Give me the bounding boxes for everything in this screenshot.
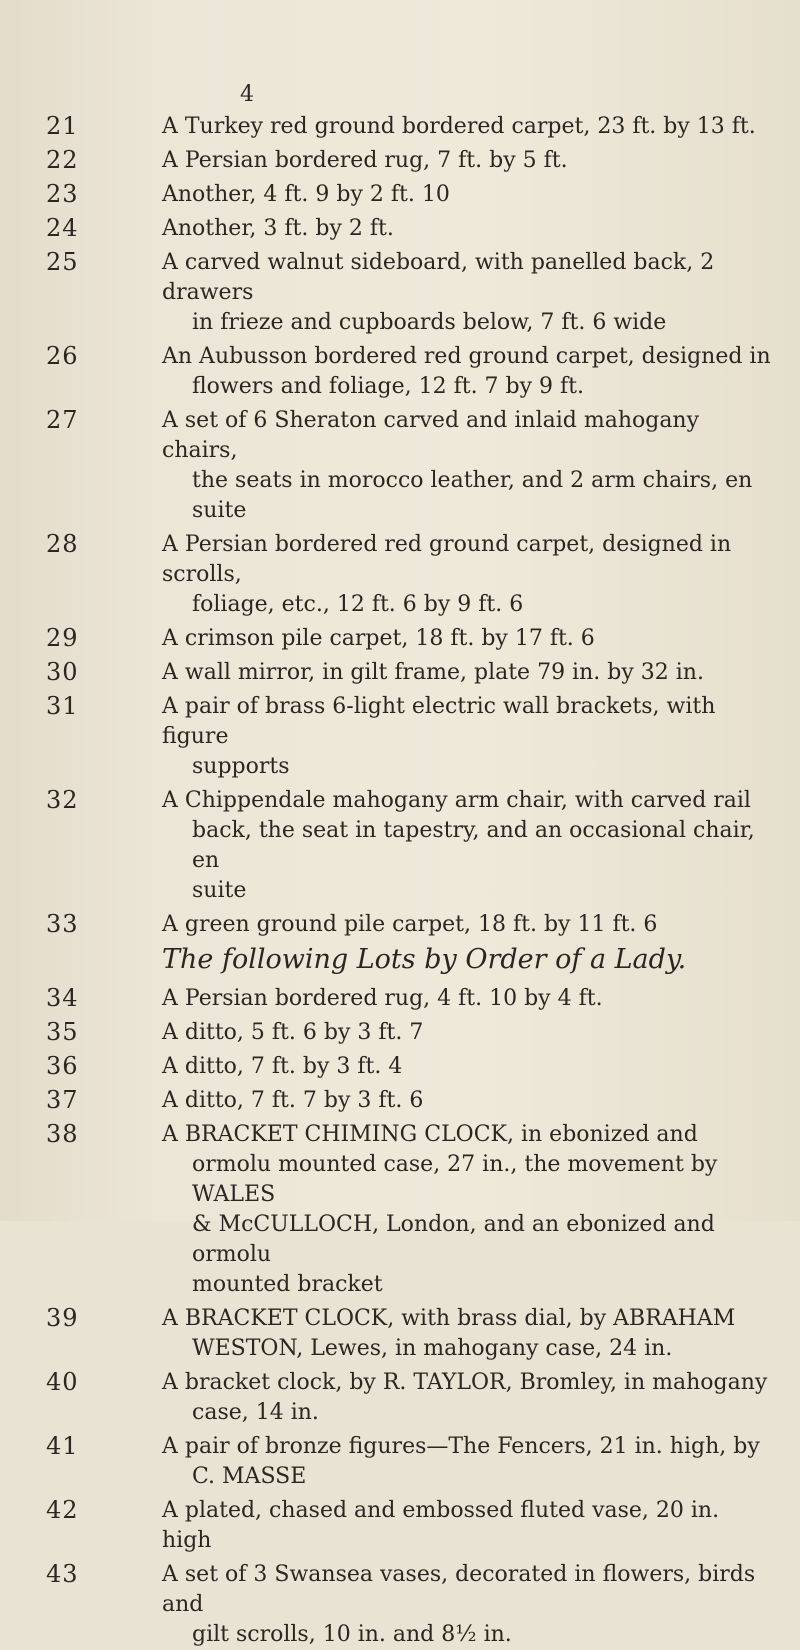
lot-description: A ditto, 7 ft. by 3 ft. 4 <box>162 1054 403 1079</box>
lot-number: 27 <box>46 406 79 434</box>
lot-number: 40 <box>46 1368 79 1396</box>
lot-description: A Persian bordered rug, 4 ft. 10 by 4 ft. <box>162 986 603 1011</box>
lot-description: A set of 3 Swansea vases, decorated in flowers, birds and gilt scrolls, 10 in. and 8½ in. <box>162 1562 756 1647</box>
lot-description: A plated, chased and embossed fluted vase, 20 in. high <box>162 1498 720 1553</box>
lot-description: A wall mirror, in gilt frame, plate 79 in. by 32 in. <box>162 660 704 685</box>
lot-number: 24 <box>46 214 79 242</box>
lot-number: 29 <box>46 624 79 652</box>
lot-number: 42 <box>46 1496 79 1524</box>
lot-number: 25 <box>46 248 79 276</box>
lot-number: 37 <box>46 1086 79 1114</box>
lot-number: 35 <box>46 1018 79 1046</box>
lot-description: A Chippendale mahogany arm chair, with carved rail back, the seat in tapestry, and an occasional chair, en suite <box>162 788 755 903</box>
lot-number: 22 <box>46 146 79 174</box>
lot-description: A Persian bordered rug, 7 ft. by 5 ft. <box>162 148 568 173</box>
lot-description: A BRACKET CLOCK, with brass dial, by ABRAHAM WESTON, Lewes, in mahogany case, 24 in. <box>162 1306 736 1361</box>
lot-number: 43 <box>46 1560 79 1588</box>
lot-number: 39 <box>46 1304 79 1332</box>
lot-description: A Persian bordered red ground carpet, designed in scrolls, foliage, etc., 12 ft. 6 by 9 ft. 6 <box>162 532 732 617</box>
lot-description: A ditto, 7 ft. 7 by 3 ft. 6 <box>162 1088 424 1113</box>
lot-description: A crimson pile carpet, 18 ft. by 17 ft. 6 <box>162 626 595 651</box>
lot-description: A green ground pile carpet, 18 ft. by 11 ft. 6 <box>162 912 658 937</box>
lot-number: 23 <box>46 180 79 208</box>
lot-description: A ditto, 5 ft. 6 by 3 ft. 7 <box>162 1020 424 1045</box>
section-heading: The following Lots by Order of a Lady. <box>162 944 687 975</box>
lot-description: Another, 4 ft. 9 by 2 ft. 10 <box>162 182 450 207</box>
lot-number: 31 <box>46 692 79 720</box>
lot-description: A set of 6 Sheraton carved and inlaid mahogany chairs, the seats in morocco leather, and 2 arm chairs, en suite <box>162 408 753 523</box>
lot-number: 32 <box>46 786 79 814</box>
lot-number: 30 <box>46 658 79 686</box>
page-number: 4 <box>240 82 254 107</box>
lot-description: A bracket clock, by R. TAYLOR, Bromley, in mahogany case, 14 in. <box>162 1370 768 1425</box>
lot-number: 36 <box>46 1052 79 1080</box>
lot-description: A pair of brass 6-light electric wall brackets, with figure supports <box>162 694 716 779</box>
lot-description: An Aubusson bordered red ground carpet, designed in flowers and foliage, 12 ft. 7 by 9 ft. <box>162 344 771 399</box>
lot-number: 28 <box>46 530 79 558</box>
lot-description: A BRACKET CHIMING CLOCK, in ebonized and ormolu mounted case, 27 in., the movement by WALES & McCULLOCH, London, and an ebonized and ormolu mounted bracket <box>162 1122 718 1297</box>
lot-number: 26 <box>46 342 79 370</box>
lot-number: 41 <box>46 1432 79 1460</box>
lot-number: 33 <box>46 910 79 938</box>
lot-description: A carved walnut sideboard, with panelled back, 2 drawers in frieze and cupboards below, 7 ft. 6 wide <box>162 250 715 335</box>
lot-description: A Turkey red ground bordered carpet, 23 ft. by 13 ft. <box>162 114 756 139</box>
lot-number: 38 <box>46 1120 79 1148</box>
lot-description: A pair of bronze figures—The Fencers, 21 in. high, by C. MASSE <box>162 1434 760 1489</box>
lot-number: 21 <box>46 112 79 140</box>
lot-number: 34 <box>46 984 79 1012</box>
lot-description: Another, 3 ft. by 2 ft. <box>162 216 394 241</box>
